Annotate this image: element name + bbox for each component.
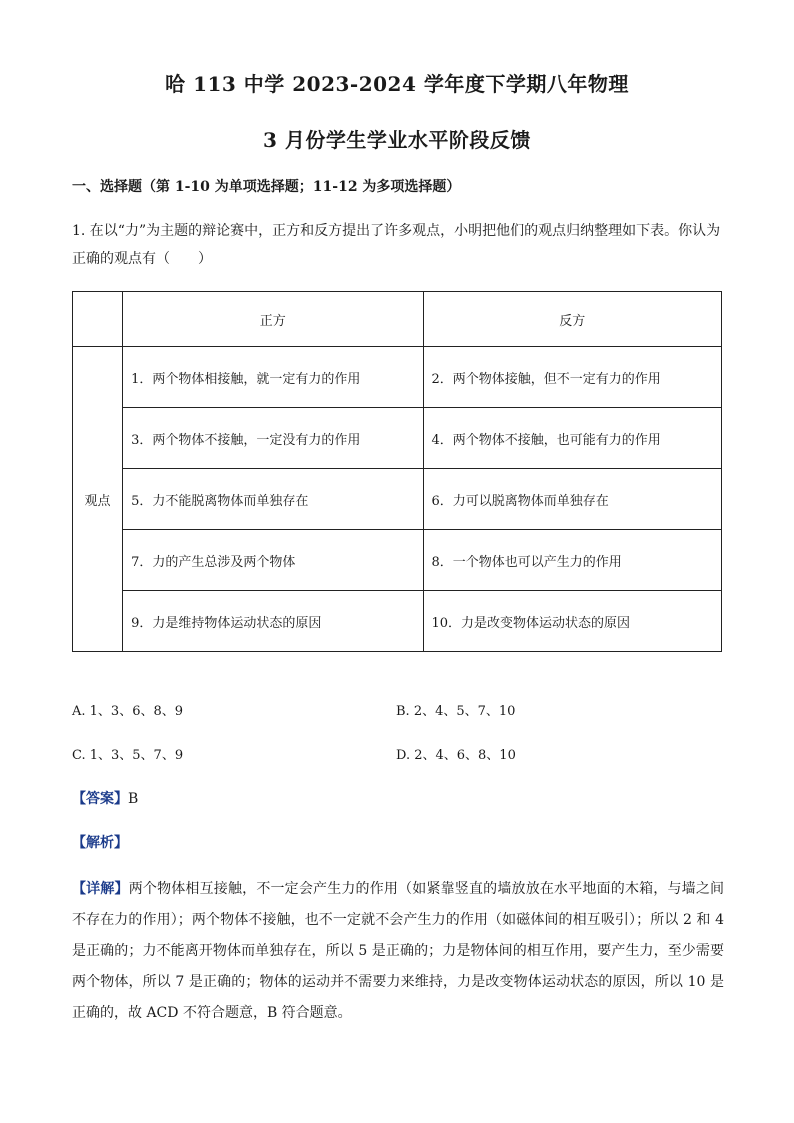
answer-line: [72, 788, 138, 808]
question-stem: 1. 在以“力”为主题的辩论赛中，正方和反方提出了许多观点，小明把他们的观点归纳整理如下表。你认为正确的观点有（ ）: [72, 223, 721, 267]
table-row-label: 观点: [73, 347, 123, 652]
table-row: [73, 408, 722, 469]
detail-paragraph: [72, 874, 724, 1029]
table-row: [73, 591, 722, 652]
page-title-line2: 3 月份学生学业水平阶段反馈: [263, 128, 531, 152]
table-row: [73, 347, 722, 408]
table-cell-pro: 5．力不能脱离物体而单独存在: [123, 469, 423, 530]
answer-tag: 【答案】: [72, 791, 128, 807]
detail-text: 两个物体相互接触，不一定会产生力的作用（如紧靠竖直的墙放放在水平地面的木箱，与墙之间不存在力的作用）；两个物体不接触，也不一定就不会产生力的作用（如磁体间的相互吸引）；所以 2 和 4 是正确的；力不能离开物体而单独存在，所以 5 是正确的；力是物体间的相互作用，要产生力，至少需要两个物体，所以 7 是正确的；物体的运动并不需要力来维持，力是改变物体运动状态的原因，所以 10 是正确的，故 ACD 不符合题意，B 符合题意。: [72, 881, 725, 1021]
option-a: A. 1、3、6、8、9: [72, 704, 184, 719]
table-cell-pro: 3．两个物体不接触，一定没有力的作用: [123, 408, 423, 469]
table-cell-pro: 7．力的产生总涉及两个物体: [123, 530, 423, 591]
page-title-line1: 哈 113 中学 2023-2024 学年度下学期八年物理: [165, 72, 629, 96]
detail-tag: 【详解】: [72, 881, 129, 897]
table-header-pro: 正方: [123, 292, 423, 347]
table-cell-con: 6．力可以脱离物体而单独存在: [423, 469, 721, 530]
table-cell-pro: 1．两个物体相接触，就一定有力的作用: [123, 347, 423, 408]
table-header-con: 反方: [423, 292, 721, 347]
table-cell-con: 4．两个物体不接触，也可能有力的作用: [423, 408, 721, 469]
table-row: [73, 469, 722, 530]
table-cell-con: 2．两个物体接触，但不一定有力的作用: [423, 347, 721, 408]
option-c: C. 1、3、5、7、9: [72, 748, 184, 763]
table-row: [73, 530, 722, 591]
table-header-row: [73, 292, 722, 347]
option-d: D. 2、4、6、8、10: [396, 748, 516, 763]
answer-value: B: [128, 791, 139, 807]
analysis-tag: 【解析】: [72, 835, 128, 851]
table-header-empty: [73, 292, 123, 347]
debate-table: [72, 291, 722, 652]
table-cell-pro: 9．力是维持物体运动状态的原因: [123, 591, 423, 652]
option-b: B. 2、4、5、7、10: [396, 704, 516, 719]
analysis-line: [72, 832, 128, 852]
table-cell-con: 10．力是改变物体运动状态的原因: [423, 591, 721, 652]
section-heading: 一、选择题（第 1-10 为单项选择题；11-12 为多项选择题）: [72, 179, 461, 195]
table-cell-con: 8．一个物体也可以产生力的作用: [423, 530, 721, 591]
